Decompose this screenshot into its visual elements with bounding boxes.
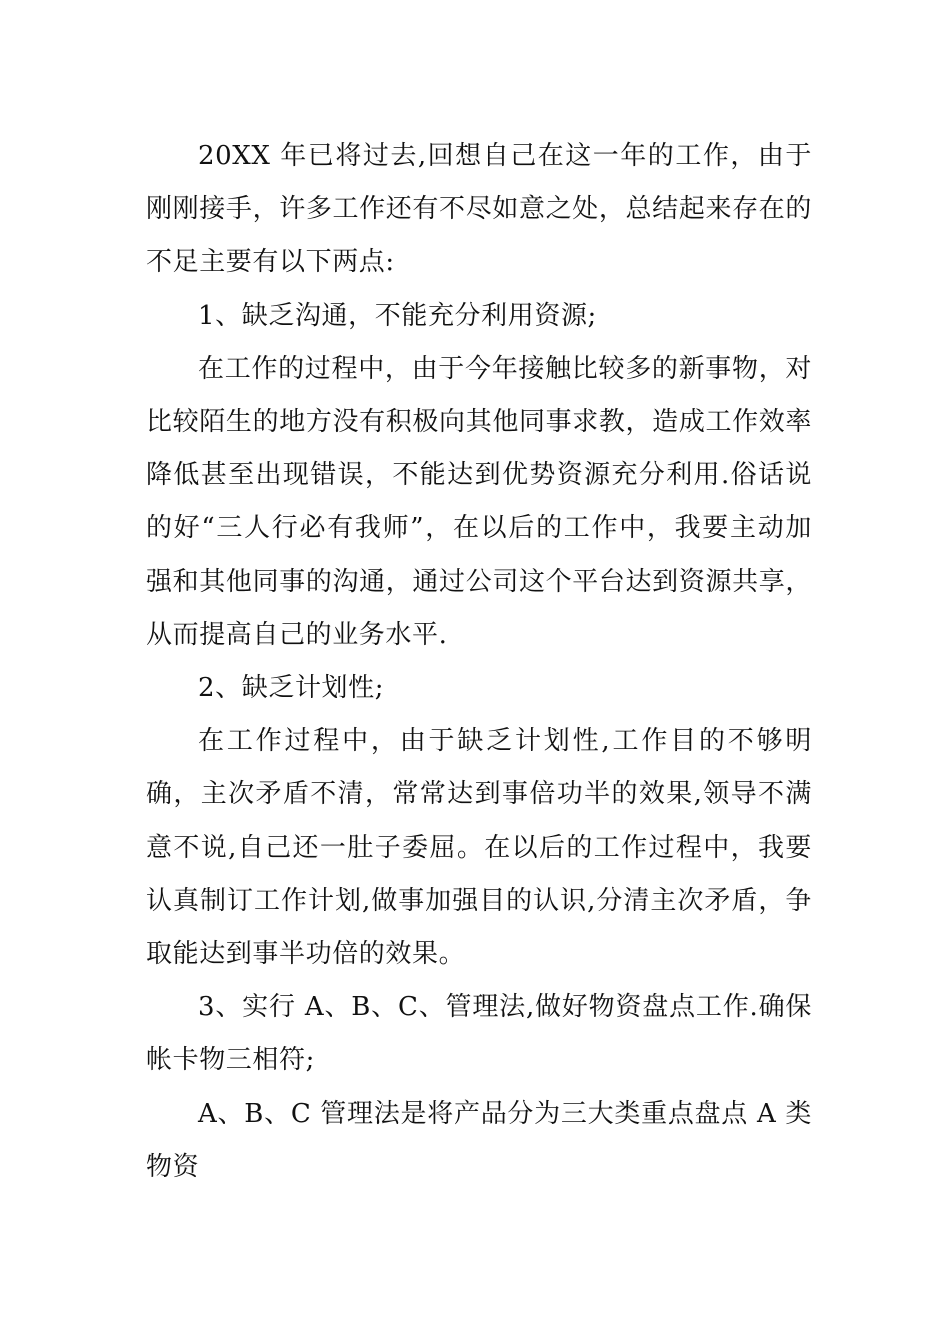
paragraph-heading-1: 1、缺乏沟通，不能充分利用资源; bbox=[198, 300, 597, 331]
paragraph-abc-method: A、B、C 管理法是将产品分为三大类重点盘点 A 类物资 bbox=[146, 1098, 812, 1182]
paragraph-communication: 在工作的过程中，由于今年接触比较多的新事物，对比较陌生的地方没有积极向其他同事求教，造成工作效率降低甚至出现错误，不能达到优势资源充分利用.俗话说的好“三人行必有我师”，在以后的工作中，我要主动加强和其他同事的沟通，通过公司这个平台达到资源共享，从而提高自己的业务水平. bbox=[146, 353, 812, 650]
paragraph-heading-2: 2、缺乏计划性; bbox=[198, 673, 385, 704]
paragraph-planning: 在工作过程中，由于缺乏计划性,工作目的不够明确，主次矛盾不清，常常达到事倍功半的效果,领导不满意不说,自己还一肚子委屈。在以后的工作过程中，我要认真制订工作计划,做事加强目的认识,分清主次矛盾，争取能达到事半功倍的效果。 bbox=[146, 726, 812, 970]
paragraph-heading-3: 3、实行 A、B、C、管理法,做好物资盘点工作.确保帐卡物三相符; bbox=[146, 992, 812, 1076]
paragraph-intro: 20XX 年已将过去,回想自己在这一年的工作，由于刚刚接手，许多工作还有不尽如意之处，总结起来存在的不足主要有以下两点: bbox=[146, 141, 812, 278]
document-body bbox=[146, 130, 812, 1194]
